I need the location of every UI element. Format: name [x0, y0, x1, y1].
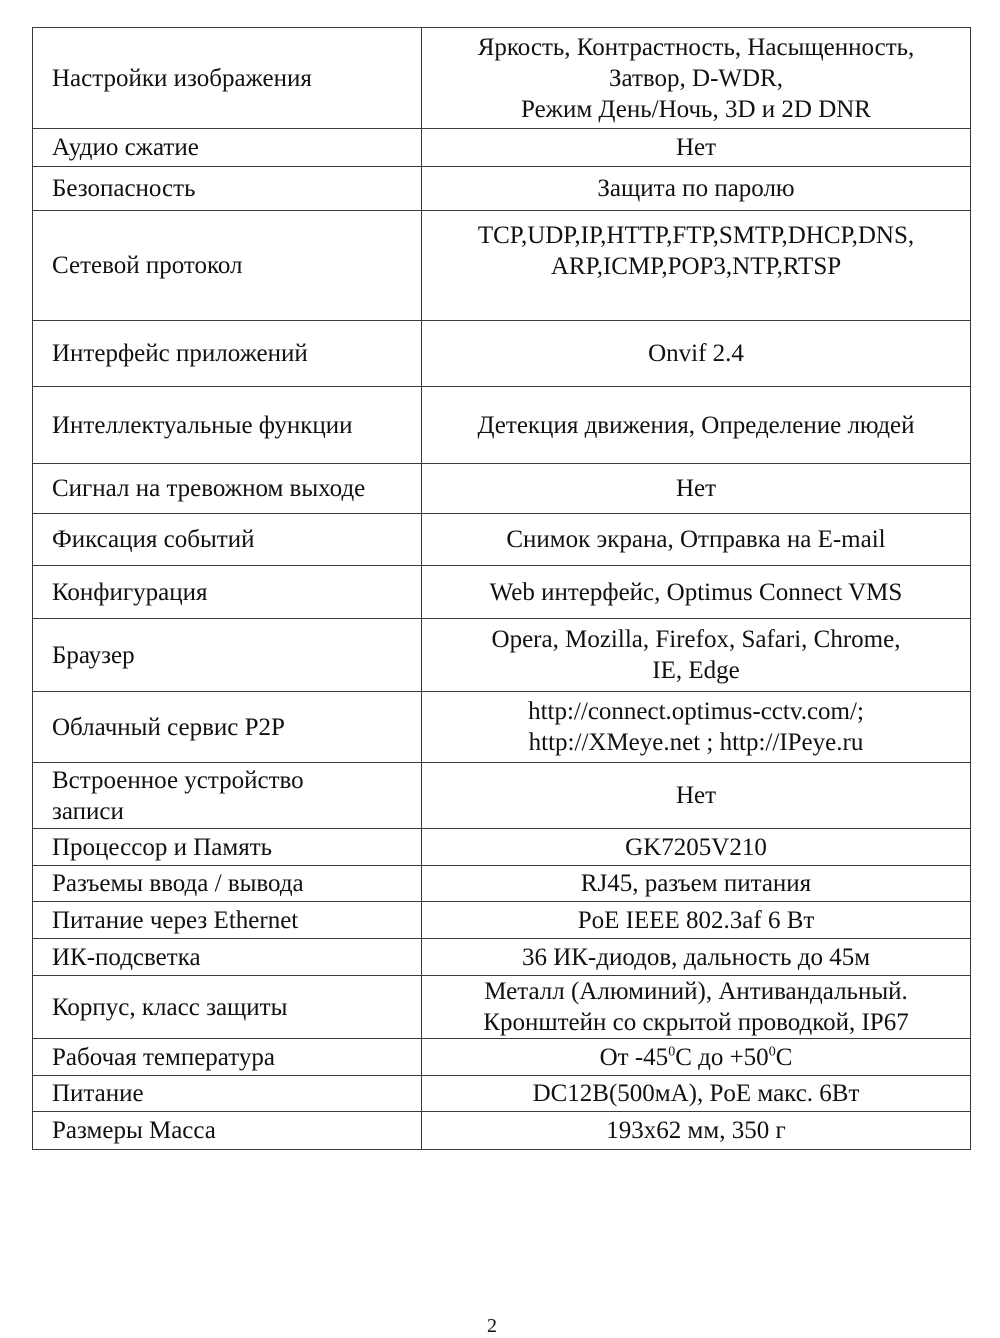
row-value: Детекция движения, Определение людей: [422, 387, 971, 464]
degree-sup: 0: [668, 1044, 676, 1060]
row-label: Аудио сжатие: [33, 129, 422, 167]
row-label: Браузер: [33, 619, 422, 692]
row-value: RJ45, разъем питания: [422, 866, 971, 902]
row-value: [422, 619, 971, 692]
row-label: Процессор и Память: [33, 829, 422, 866]
row-value: Нет: [422, 464, 971, 514]
temp-prefix: От -45: [599, 1043, 669, 1071]
row-label: Питание через Ethernet: [33, 902, 422, 939]
row-value: [422, 211, 971, 321]
table-row: [33, 566, 971, 619]
row-value: [422, 28, 971, 129]
row-value: DC12В(500мА), PoE макс. 6Вт: [422, 1076, 971, 1112]
table-row: [33, 1112, 971, 1150]
row-value-text: TCP,UDP,IP,HTTP,FTP,SMTP,DHCP,DNS, ARP,ICMP,POP3,NTP,RTSP: [477, 221, 915, 280]
table-row: [33, 939, 971, 976]
spec-table: [32, 27, 971, 1150]
row-label: Рабочая температура: [33, 1039, 422, 1076]
temp-mid: С до +50: [675, 1043, 769, 1071]
table-row: [33, 464, 971, 514]
table-row: [33, 387, 971, 464]
table-row: [33, 1039, 971, 1076]
table-row: [33, 167, 971, 211]
row-label-text: Встроенное устройство записи: [52, 766, 304, 825]
row-value: Web интерфейс, Optimus Connect VMS: [422, 566, 971, 619]
row-value: Onvif 2.4: [422, 321, 971, 387]
table-row: [33, 976, 971, 1039]
row-label: Конфигурация: [33, 566, 422, 619]
row-value: [422, 1039, 971, 1076]
row-label: Сетевой протокол: [33, 211, 422, 321]
row-value: [422, 976, 971, 1039]
row-value: Снимок экрана, Отправка на E-mail: [422, 514, 971, 566]
row-value: 36 ИК-диодов, дальность до 45м: [422, 939, 971, 976]
table-row: [33, 619, 971, 692]
table-row: [33, 763, 971, 829]
table-row: [33, 129, 971, 167]
row-value: 193x62 мм, 350 г: [422, 1112, 971, 1150]
row-label: Интерфейс приложений: [33, 321, 422, 387]
row-label: Интеллектуальные функции: [33, 387, 422, 464]
row-label: Сигнал на тревожном выходе: [33, 464, 422, 514]
table-row: [33, 211, 971, 321]
row-value: Защита по паролю: [422, 167, 971, 211]
table-row: [33, 829, 971, 866]
row-label: Питание: [33, 1076, 422, 1112]
row-value: Нет: [422, 129, 971, 167]
table-row: [33, 321, 971, 387]
degree-sup: 0: [768, 1044, 776, 1060]
row-value: PoE IEEE 802.3af 6 Вт: [422, 902, 971, 939]
row-label: Фиксация событий: [33, 514, 422, 566]
table-row: [33, 692, 971, 763]
row-label: Настройки изображения: [33, 28, 422, 129]
table-row: [33, 1076, 971, 1112]
table-row: [33, 28, 971, 129]
table-row: [33, 514, 971, 566]
table-row: [33, 866, 971, 902]
row-label: Разъемы ввода / вывода: [33, 866, 422, 902]
row-label: [33, 763, 422, 829]
row-label: Размеры Масса: [33, 1112, 422, 1150]
row-value: [422, 692, 971, 763]
row-value-text: Opera, Mozilla, Firefox, Safari, Chrome, IE, Edge: [491, 626, 901, 684]
row-value-text: Металл (Алюминий), Антивандальный. Кронштейн со скрытой проводкой, IP67: [483, 978, 909, 1036]
row-value: GK7205V210: [422, 829, 971, 866]
page-number: 2: [487, 1315, 497, 1337]
table-row: [33, 902, 971, 939]
row-value: Нет: [422, 763, 971, 829]
row-label: Облачный сервис P2P: [33, 692, 422, 763]
row-label: Корпус, класс защиты: [33, 976, 422, 1039]
row-value-text: Яркость, Контрастность, Насыщенность, Затвор, D-WDR, Режим День/Ночь, 3D и 2D DNR: [477, 33, 915, 123]
row-label: Безопасность: [33, 167, 422, 211]
row-label: ИК-подсветка: [33, 939, 422, 976]
row-value-text: http://connect.optimus-cctv.com/; http://XMeye.net ; http://IPeye.ru: [528, 698, 864, 756]
temp-suffix: С: [775, 1043, 793, 1071]
